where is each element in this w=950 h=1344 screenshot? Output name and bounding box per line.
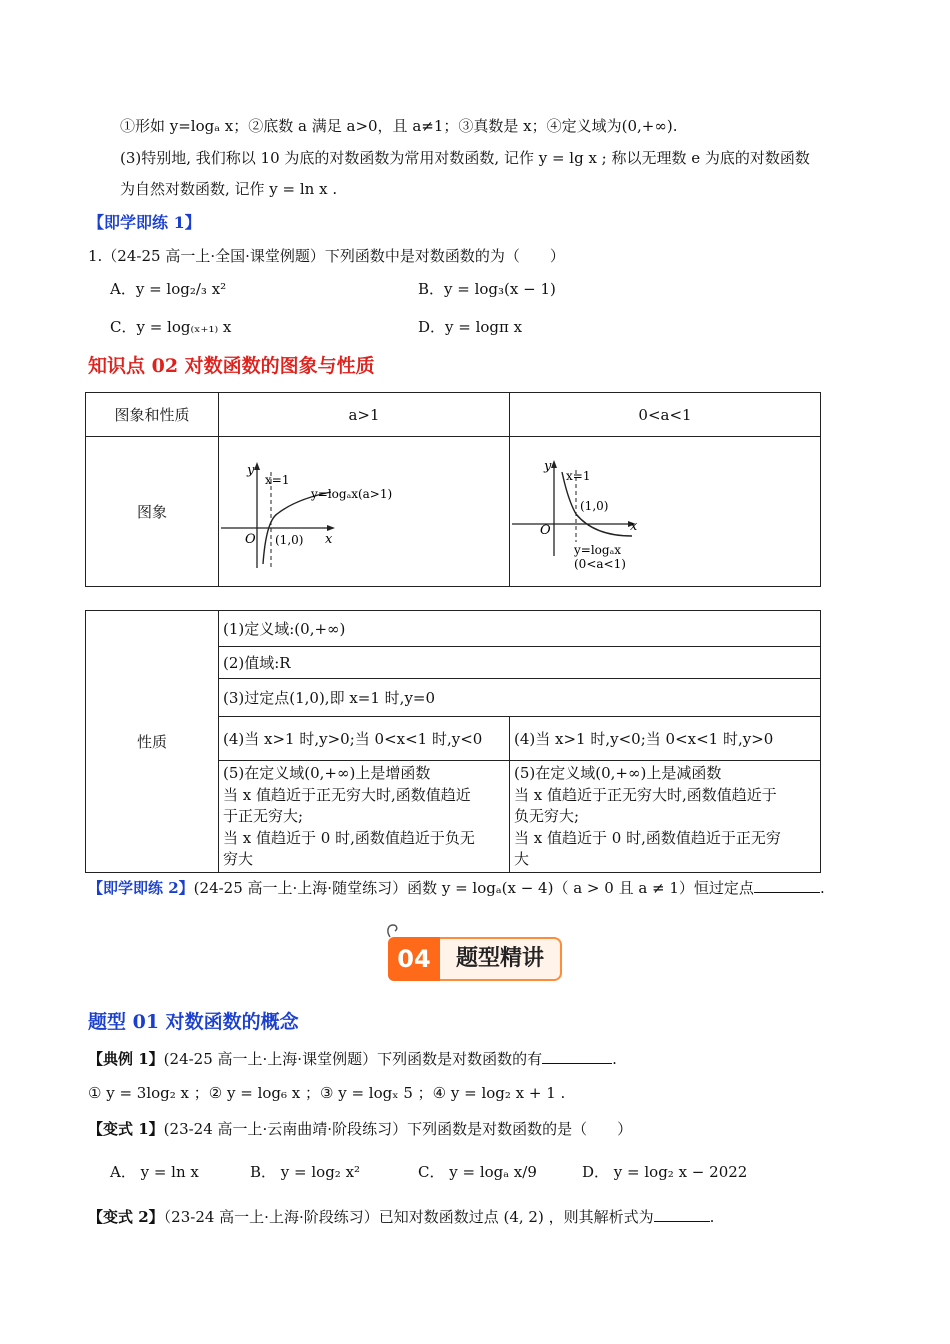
graph-b-decreasing-log [512,452,712,572]
example1-end: . [612,1050,617,1068]
badge-number: 04 [388,937,440,981]
property-5a-line: 当 x 值趋近于正无穷大时,函数值趋近 [223,785,471,804]
variant2-line [88,1206,714,1227]
graph-a-func: y=logₐx(a>1) [311,486,393,501]
intro-line-1: ①形如 y=logₐ x；②底数 a 满足 a>0，且 a≠1；③真数是 x；④定义域为(0,+∞). [120,117,678,135]
practice2-line [88,877,825,898]
property-5a-line: 穷大 [223,850,254,868]
graph-table [85,392,821,587]
practice2-answer-blank[interactable] [754,878,820,893]
graph-a-asymptote: x=1 [265,472,290,487]
graph-a-y-label: y [247,462,255,478]
graph-b-point: (1,0) [580,498,609,513]
property-5b-line: 大 [514,850,530,868]
type01-title: 题型 01 对数函数的概念 [88,1011,299,1033]
example1-text: (24-25 高一上·上海·课堂例题）下列函数是对数函数的有 [163,1050,543,1068]
graph-a-point: (1,0) [275,532,304,547]
graph-a-x-label: x [325,531,333,547]
practice1-option-a: A．y = log₂/₃ x² [110,280,227,298]
property-5a-line: 于正无穷大; [223,807,304,825]
header-cell-a-lt-1: 0<a<1 [510,393,821,437]
property-5b-line: 当 x 值趋近于 0 时,函数值趋近于正无穷 [514,828,781,847]
property-monotonic-a-lt-1 [510,761,821,873]
graph-row-label: 图象 [86,437,219,587]
intro-line-2: (3)特别地, 我们称以 10 为底的对数函数为常用对数函数, 记作 y = lg x ; 称以无理数 e 为底的对数函数 [120,149,810,167]
graph-a-cell [219,437,510,587]
practice2-text: (24-25 高一上·上海·随堂练习）函数 y = logₐ(x − 4)（ a > 0 且 a ≠ 1）恒过定点 [193,879,754,897]
variant2-end: . [709,1208,715,1226]
graph-b-asymptote: x=1 [566,468,591,483]
practice1-option-d: D．y = logπ x [418,318,523,336]
intro-line-3: 为自然对数函数, 记作 y = ln x . [120,180,338,198]
practice1-question: 1.（24-25 高一上·全国·课堂例题）下列函数中是对数函数的为（ ） [88,247,565,265]
graph-b-cond: (0<a<1) [574,556,626,571]
property-5b-line: 负无穷大; [514,807,580,825]
property-5b-line: 当 x 值趋近于正无穷大时,函数值趋近于 [514,785,777,804]
variant2-answer-blank[interactable] [654,1207,710,1222]
practice1-heading: 【即学即练 1】 [88,213,201,232]
graph-b-y-label: y [544,458,552,474]
property-5b-line: (5)在定义域(0,+∞)上是减函数 [514,764,722,782]
example1-line [88,1048,617,1069]
practice2-end: . [819,879,825,897]
practice1-option-b: B．y = log₃(x − 1) [418,280,556,298]
header-cell-a-gt-1: a>1 [219,393,510,437]
example1-heading: 【典例 1】 [88,1050,164,1068]
section-02-title: 知识点 02 对数函数的图象与性质 [88,355,375,377]
property-5a-line: 当 x 值趋近于 0 时,函数值趋近于负无 [223,828,475,847]
variant1-option-c: C． y = logₐ x/9 [418,1163,537,1181]
property-range: (2)值域:R [219,647,821,679]
property-sign-a-gt-1: (4)当 x>1 时,y>0;当 0<x<1 时,y<0 [219,717,510,761]
example1-answer-blank[interactable] [542,1049,612,1064]
property-monotonic-a-gt-1 [219,761,510,873]
section-badge [388,935,568,983]
property-5a-line: (5)在定义域(0,+∞)上是增函数 [223,764,431,782]
properties-label: 性质 [86,611,219,873]
variant2-heading: 【变式 2】 [88,1208,164,1226]
property-fixed-point: (3)过定点(1,0),即 x=1 时,y=0 [219,679,821,717]
variant1-option-d: D． y = log₂ x − 2022 [582,1163,748,1181]
badge-title: 题型精讲 [440,937,562,981]
graph-b-func: y=logₐx [574,542,621,557]
property-domain: (1)定义域:(0,+∞) [219,611,821,647]
variant1-option-a: A． y = ln x [110,1163,199,1181]
header-cell-label: 图象和性质 [86,393,219,437]
variant2-text: （23-24 高一上·上海·阶段练习）已知对数函数过点 (4, 2) ，则其解析式为 [163,1208,654,1226]
variant1-text: (23-24 高一上·云南曲靖·阶段练习）下列函数是对数函数的是（ ） [163,1120,633,1138]
graph-a-origin: O [245,531,256,547]
variant1-line [88,1118,632,1139]
practice2-heading: 【即学即练 2】 [88,879,194,897]
variant1-option-b: B． y = log₂ x² [250,1163,361,1181]
variant1-heading: 【变式 1】 [88,1120,164,1138]
practice1-option-c: C．y = log₍ₓ₊₁₎ x [110,318,232,336]
property-sign-a-lt-1: (4)当 x>1 时,y<0;当 0<x<1 时,y>0 [510,717,821,761]
example1-items: ① y = 3log₂ x ；② y = log₆ x ；③ y = logₓ 5 ；④ y = log₂ x + 1 . [88,1084,566,1102]
graph-b-cell [510,437,821,587]
graph-b-x-label: x [630,518,638,534]
properties-table [85,610,821,873]
graph-a-increasing-log [221,452,421,572]
graph-b-origin: O [540,522,551,538]
